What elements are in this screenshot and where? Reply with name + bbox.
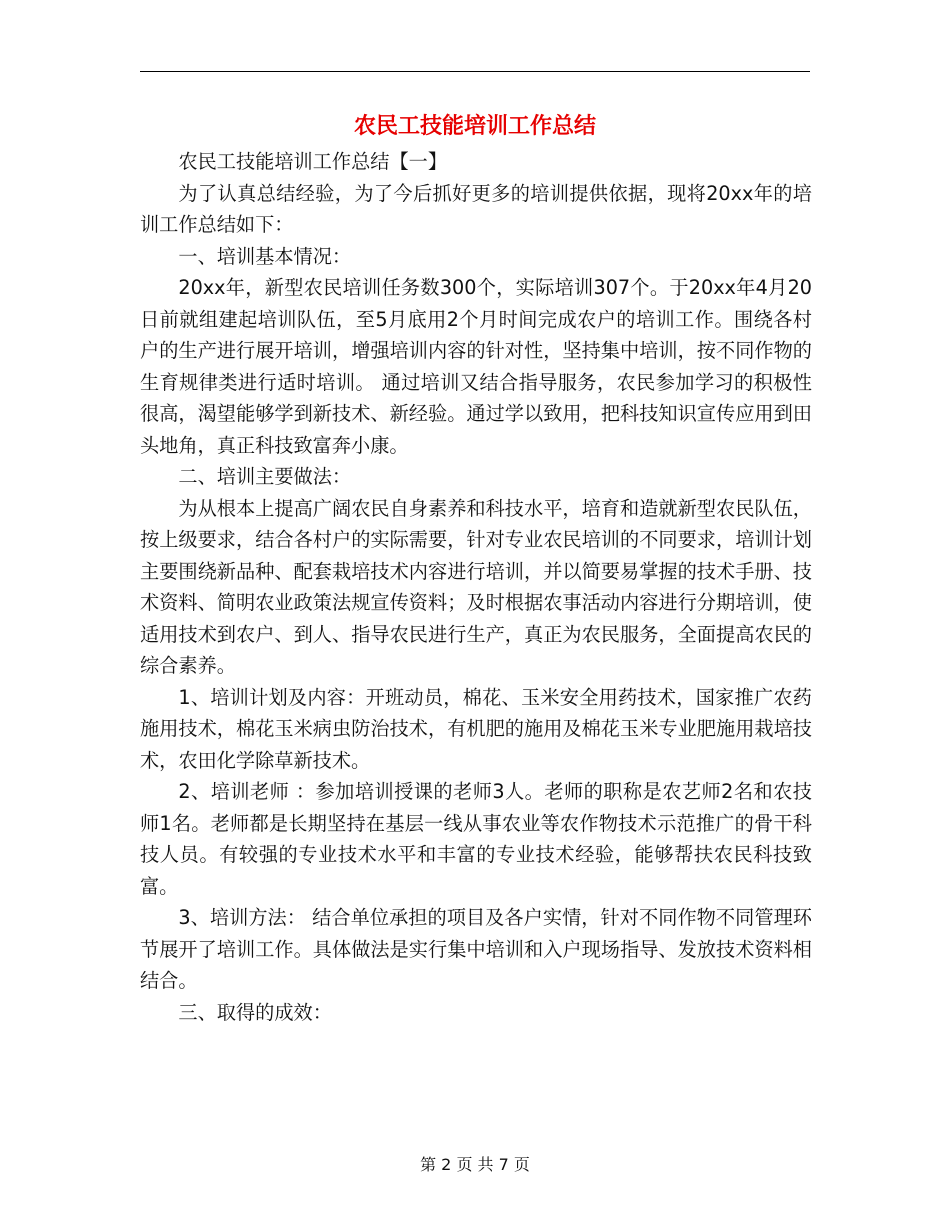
paragraph-5: 二、培训主要做法： [178, 465, 352, 488]
paragraph-4: 20xx年，新型农民培训任务数300个，实际培训307个。于20xx年4月20日前就组建起培训队伍，至5月底用2个月时间完成农户的培训工作。围绕各村户的生产进行展开培训，增强培训内容的针对性，坚持集中培训，按不同作物的生育规律类进行适时培训。 通过培训又结合指导服务，农民参加学习的积极性很高，渴望能够学到新技术、新经验。通过学以致用，把科技知识宣传应用到田头地角，真正科技致富奔小康。 [140, 276, 812, 457]
paragraph-10: 三、取得的成效： [178, 1000, 332, 1024]
header-rule [140, 71, 810, 72]
paragraph-6: 为从根本上提高广阔农民自身素养和科技水平，培育和造就新型农民队伍，按上级要求，结合各村户的实际需要，针对专业农民培训的不同要求，培训计划主要围绕新品种、配套栽培技术内容进行培训，并以简要易掌握的技术手册、技术资料、简明农业政策法规宣传资料；及时根据农事活动内容进行分期培训，使适用技术到农户、到人、指导农民进行生产，真正为农民服务，全面提高农民的综合素养。 [140, 496, 812, 677]
paragraph-9: 3、培训方法： 结合单位承担的项目及各户实情，针对不同作物不同管理环节展开了培训工作。具体做法是实行集中培训和入户现场指导、发放技术资料相结合。 [140, 906, 812, 992]
paragraph-3: 一、培训基本情况： [178, 244, 352, 268]
paragraph-2: 为了认真总结经验，为了今后抓好更多的培训提供依据，现将20xx年的培训工作总结如下： [140, 181, 812, 236]
document-body [140, 146, 812, 1028]
document-title: 农民工技能培训工作总结 [353, 113, 596, 139]
paragraph-1: 农民工技能培训工作总结【一】 [178, 150, 448, 173]
paragraph-7: 1、培训计划及内容：开班动员，棉花、玉米安全用药技术，国家推广农药施用技术，棉花玉米病虫防治技术，有机肥的施用及棉花玉米专业肥施用栽培技术，农田化学除草新技术。 [140, 685, 812, 772]
page-number: 第 2 页 共 7 页 [420, 1155, 530, 1174]
paragraph-8: 2、培训老师 ：参加培训授课的老师3人。老师的职称是农艺师2名和农技师1名。老师都是长期坚持在基层一线从事农业等农作物技术示范推广的骨干科技人员。有较强的专业技术水平和丰富的专业技术经验，能够帮扶农民科技致富。 [140, 780, 812, 898]
